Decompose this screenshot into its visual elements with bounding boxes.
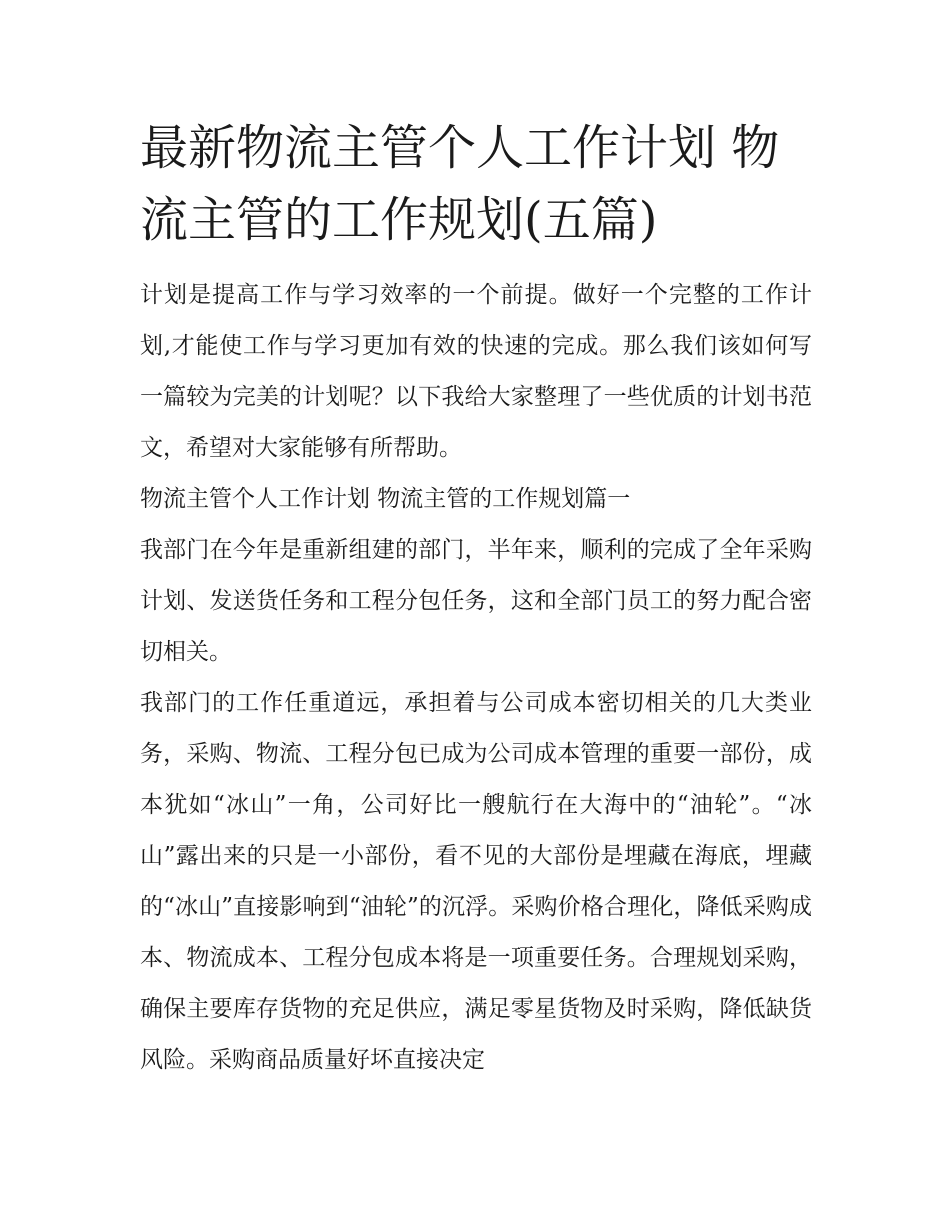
document-body	[140, 112, 812, 1086]
body-paragraph-1: 我部门在今年是重新组建的部门，半年来，顺利的完成了全年采购计划、发送货任务和工程分包任务，这和全部门员工的努力配合密切相关。	[140, 537, 812, 665]
section-heading: 物流主管个人工作计划 物流主管的工作规划篇一	[140, 486, 631, 512]
intro-paragraph: 计划是提高工作与学习效率的一个前提。做好一个完整的工作计划,才能使工作与学习更加有效的快速的完成。那么我们该如何写一篇较为完美的计划呢？以下我给大家整理了一些优质的计划书范文，希望对大家能够有所帮助。	[140, 282, 812, 461]
document-title: 最新物流主管个人工作计划 物流主管的工作规划(五篇)	[140, 120, 780, 248]
body-paragraph-2: 我部门的工作任重道远，承担着与公司成本密切相关的几大类业务，采购、物流、工程分包已成为公司成本管理的重要一部份，成本犹如“冰山”一角，公司好比一艘航行在大海中的“油轮”。“冰山”露出来的只是一小部份，看不见的大部份是埋藏在海底，埋藏的“冰山”直接影响到“油轮”的沉浮。采购价格合理化，降低采购成本、物流成本、工程分包成本将是一项重要任务。合理规划采购，确保主要库存货物的充足供应，满足零星货物及时采购，降低缺货风险。采购商品质量好坏直接决定	[140, 690, 812, 1073]
